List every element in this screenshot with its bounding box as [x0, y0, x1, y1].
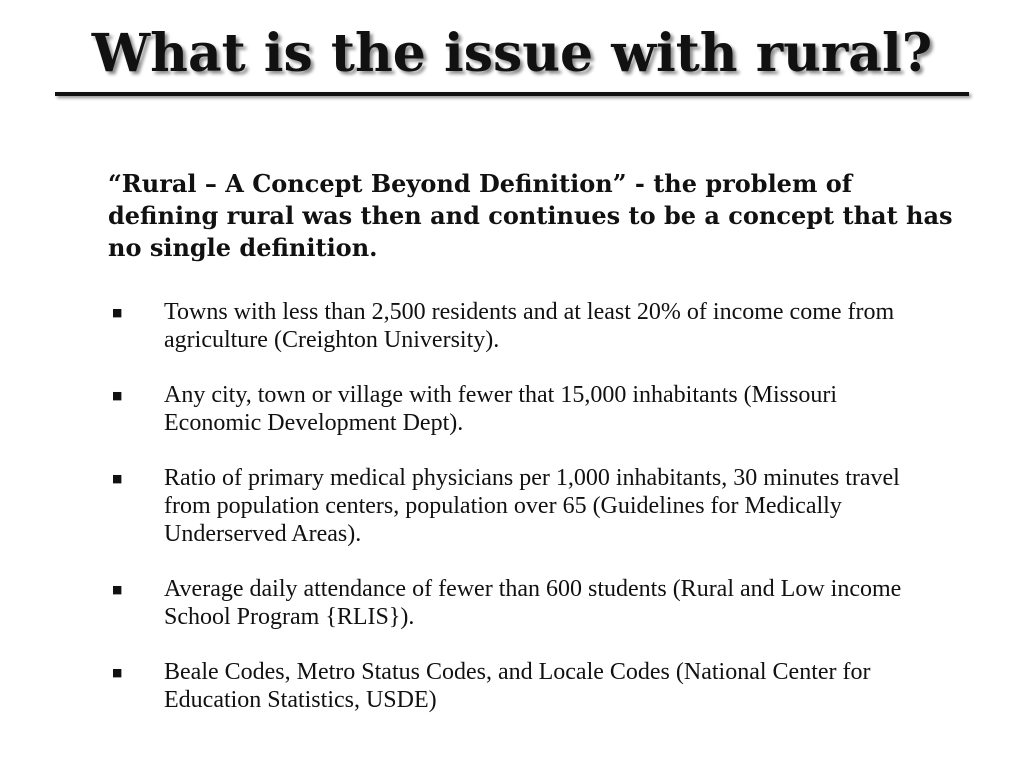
list-item	[112, 658, 932, 714]
square-bullet-icon: ■	[112, 583, 123, 596]
list-item	[112, 464, 932, 548]
list-item	[112, 381, 932, 437]
title-underline	[55, 92, 969, 96]
bullet-text: Towns with less than 2,500 residents and at least 20% of income come from agriculture (Creighton University).	[164, 299, 895, 353]
square-bullet-icon: ■	[112, 389, 123, 402]
bullet-text: Beale Codes, Metro Status Codes, and Locale Codes (National Center for Education Statistics, USDE)	[164, 659, 871, 713]
bullet-text: Any city, town or village with fewer that 15,000 inhabitants (Missouri Economic Development Dept).	[164, 382, 837, 436]
bullet-text: Ratio of primary medical physicians per 1,000 inhabitants, 30 minutes travel from population centers, population over 65 (Guidelines for Medically Underserved Areas).	[164, 465, 900, 547]
list-item	[112, 575, 932, 631]
slide-title: What is the issue with rural?	[91, 23, 933, 84]
intro-paragraph: “Rural – A Concept Beyond Definition” - the problem of defining rural was then and continues to be a concept that has no single definition.	[108, 169, 953, 262]
square-bullet-icon: ■	[112, 666, 123, 679]
square-bullet-icon: ■	[112, 306, 123, 319]
list-item	[112, 298, 932, 354]
bullet-text: Average daily attendance of fewer than 600 students (Rural and Low income School Program {RLIS}).	[164, 576, 902, 630]
square-bullet-icon: ■	[112, 472, 123, 485]
definition-list	[112, 298, 932, 741]
